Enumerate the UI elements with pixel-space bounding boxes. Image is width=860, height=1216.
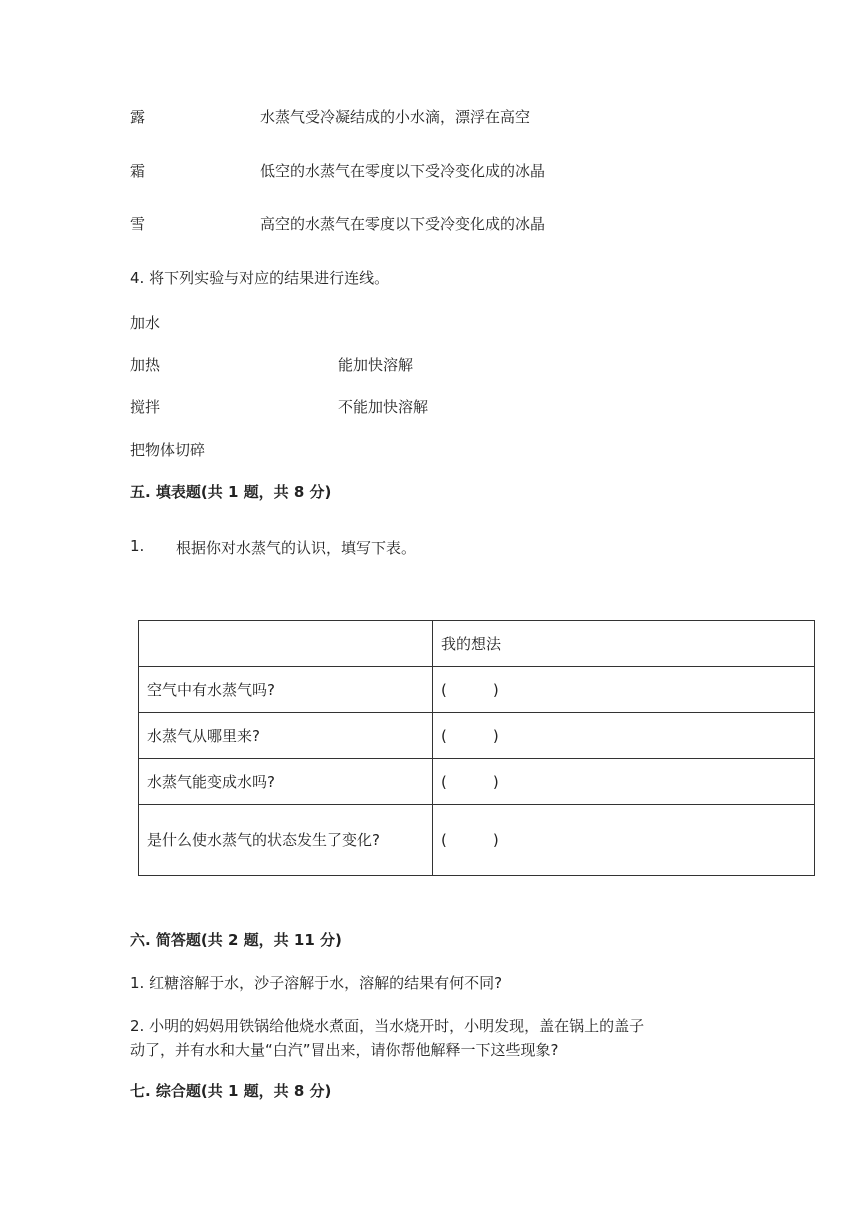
table-answer-cell[interactable]: [433, 713, 815, 759]
table-row: [139, 759, 815, 805]
answer-close-paren: ): [492, 726, 499, 745]
q4-left-item-4: 把物体切碎: [130, 441, 206, 459]
q4-right-item-1: 能加快溶解: [338, 356, 414, 374]
table-answer-cell[interactable]: [433, 667, 815, 713]
section6-q2-line1: 2. 小明的妈妈用铁锅给他烧水煮面，当水烧开时，小明发现，盖在锅上的盖子: [130, 1017, 645, 1035]
answer-open-paren: (: [441, 726, 447, 745]
q4-right-item-2: 不能加快溶解: [338, 398, 429, 416]
match-right-snow: 高空的水蒸气在零度以下受冷变化成的冰晶: [260, 215, 546, 233]
match-left-frost: 霜: [130, 162, 146, 180]
q4-left-item-2: 加热: [130, 356, 161, 374]
match-right-frost: 低空的水蒸气在零度以下受冷变化成的冰晶: [260, 162, 546, 180]
table-question-cell: 空气中有水蒸气吗?: [139, 667, 433, 713]
table-row: [139, 713, 815, 759]
match-left-dew: 露: [130, 108, 146, 126]
table-row: [139, 805, 815, 876]
table-header-empty-cell: [139, 621, 433, 667]
match-right-dew: 水蒸气受冷凝结成的小水滴，漂浮在高空: [260, 108, 531, 126]
table-row: [139, 667, 815, 713]
table-question-cell: 水蒸气从哪里来?: [139, 713, 433, 759]
section6-heading: 六. 简答题(共 2 题，共 11 分): [130, 931, 342, 949]
water-vapor-table: [138, 620, 815, 876]
table-question-cell: 是什么使水蒸气的状态发生了变化?: [139, 805, 433, 876]
answer-open-paren: (: [441, 831, 447, 849]
table-answer-cell[interactable]: [433, 759, 815, 805]
section5-q1-number: 1.: [130, 537, 145, 555]
answer-open-paren: (: [441, 772, 447, 791]
section5-heading: 五. 填表题(共 1 题，共 8 分): [130, 483, 332, 501]
answer-close-paren: ): [492, 680, 499, 699]
q4-left-item-3: 搅拌: [130, 398, 161, 416]
match-left-snow: 雪: [130, 215, 146, 233]
table-answer-cell[interactable]: [433, 805, 815, 876]
table-question-cell: 水蒸气能变成水吗?: [139, 759, 433, 805]
section5-q1-text: 根据你对水蒸气的认识，填写下表。: [176, 539, 417, 557]
answer-close-paren: ): [492, 831, 499, 849]
answer-open-paren: (: [441, 680, 447, 699]
question4-title: 4. 将下列实验与对应的结果进行连线。: [130, 269, 390, 287]
answer-close-paren: ): [492, 772, 499, 791]
table-header-row: [139, 621, 815, 667]
section6-q1: 1. 红糖溶解于水，沙子溶解于水，溶解的结果有何不同?: [130, 974, 503, 992]
section7-heading: 七. 综合题(共 1 题，共 8 分): [130, 1082, 332, 1100]
q4-left-item-1: 加水: [130, 314, 161, 332]
table-header-my-idea: 我的想法: [433, 621, 815, 667]
section6-q2-line2: 动了，并有水和大量“白汽”冒出来，请你帮他解释一下这些现象?: [130, 1041, 559, 1059]
